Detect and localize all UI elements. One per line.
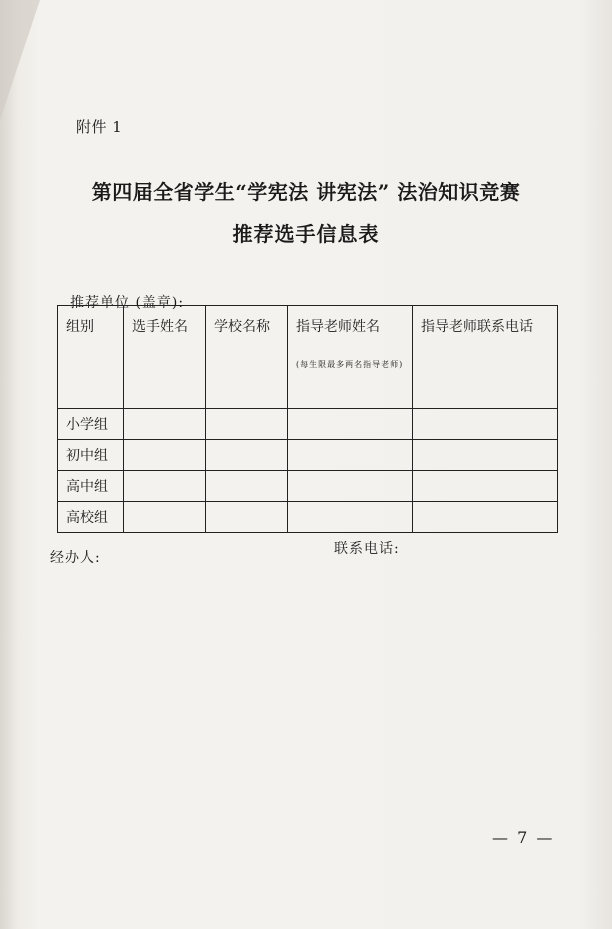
table-row [58, 471, 558, 502]
group-cell: 小学组 [58, 409, 124, 440]
teacher-name-cell[interactable] [288, 502, 413, 533]
header-teacher-name [288, 306, 413, 409]
school-name-cell[interactable] [206, 502, 288, 533]
page-fold-shadow [0, 0, 40, 120]
page-number: — 7 — [492, 828, 555, 847]
school-name-cell[interactable] [206, 440, 288, 471]
teacher-name-cell[interactable] [288, 440, 413, 471]
table-row [58, 409, 558, 440]
handler-label: 经办人: [50, 550, 101, 566]
header-teacher-name-label: 指导老师姓名 [296, 319, 380, 335]
contestant-info-table [57, 305, 558, 533]
table-row [58, 502, 558, 533]
teacher-phone-cell[interactable] [413, 440, 558, 471]
recommending-unit-label: 推荐单位 (盖章): [70, 295, 185, 311]
group-cell: 高校组 [58, 502, 124, 533]
table-header-row [58, 306, 558, 409]
header-group: 组别 [58, 306, 124, 409]
school-name-cell[interactable] [206, 409, 288, 440]
header-contestant-name: 选手姓名 [124, 306, 206, 409]
document-title-line2: 推荐选手信息表 [232, 222, 380, 246]
teacher-phone-cell[interactable] [413, 502, 558, 533]
teacher-limit-note: (每生限最多两名指导老师) [296, 360, 404, 369]
contact-phone-label: 联系电话: [334, 541, 400, 557]
teacher-name-cell[interactable] [288, 409, 413, 440]
header-school-name: 学校名称 [206, 306, 288, 409]
table-row [58, 440, 558, 471]
contestant-name-cell[interactable] [124, 440, 206, 471]
contestant-name-cell[interactable] [124, 502, 206, 533]
contestant-name-cell[interactable] [124, 471, 206, 502]
attachment-label: 附件 1 [76, 118, 123, 136]
group-cell: 初中组 [58, 440, 124, 471]
contestant-name-cell[interactable] [124, 409, 206, 440]
group-cell: 高中组 [58, 471, 124, 502]
header-teacher-phone: 指导老师联系电话 [413, 306, 558, 409]
teacher-phone-cell[interactable] [413, 409, 558, 440]
teacher-name-cell[interactable] [288, 471, 413, 502]
document-title-line1: 第四届全省学生“学宪法 讲宪法” 法治知识竞赛 [91, 180, 521, 204]
teacher-phone-cell[interactable] [413, 471, 558, 502]
school-name-cell[interactable] [206, 471, 288, 502]
